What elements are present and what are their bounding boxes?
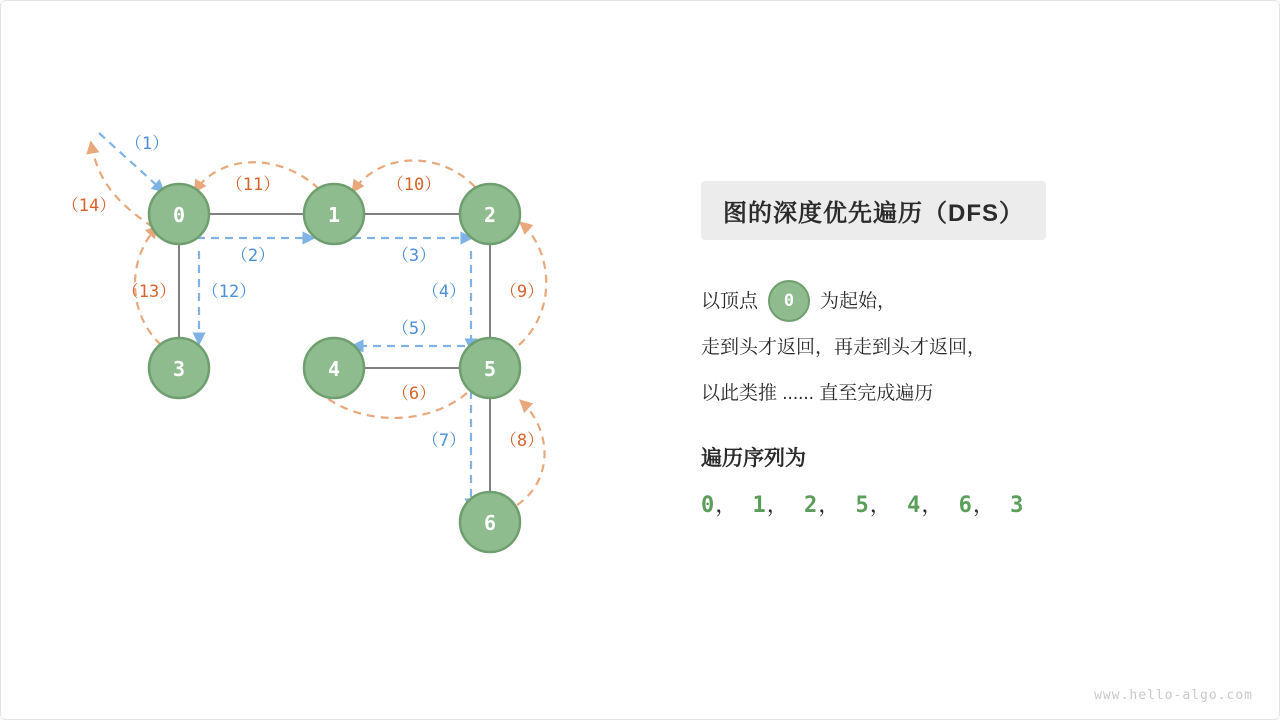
sequence-item-3: 5	[855, 493, 870, 518]
vertex-4-label: 4	[327, 357, 341, 381]
inline-start-vertex: 0	[768, 280, 810, 322]
sequence-item-4: 4	[907, 493, 922, 518]
graph-vertices	[149, 184, 520, 552]
step-label-13: （13）	[121, 282, 177, 302]
sequence-sep-4: ，	[921, 493, 945, 518]
vertex-5[interactable]	[460, 338, 520, 398]
arrow-step-8	[517, 401, 545, 505]
vertex-1[interactable]	[304, 184, 364, 244]
sequence-item-1: 1	[752, 493, 767, 518]
sequence-item-2: 2	[804, 493, 819, 518]
step-label-9: （9）	[499, 282, 545, 302]
vertex-2[interactable]	[460, 184, 520, 244]
vertex-3[interactable]	[149, 338, 209, 398]
vertex-0[interactable]	[149, 184, 209, 244]
step-label-5: （5）	[391, 319, 437, 339]
dfs-graph-diagram	[1, 1, 701, 721]
step-label-8: （8）	[499, 431, 545, 451]
step-label-4: （4）	[421, 282, 467, 302]
step-label-14: （14）	[61, 196, 117, 216]
desc-line-1	[701, 278, 1261, 324]
vertex-6[interactable]	[460, 492, 520, 552]
step-label-1: （1）	[124, 134, 170, 154]
step-labels	[62, 134, 544, 451]
sequence-item-5: 6	[958, 493, 973, 518]
desc-line-2: 走到头才返回，再走到头才返回，	[701, 336, 987, 358]
panel-description	[701, 278, 1261, 416]
step-label-10: （10）	[386, 175, 442, 195]
sequence-sep-1: ，	[766, 493, 790, 518]
step-label-12: （12）	[201, 282, 257, 302]
step-label-3: （3）	[391, 246, 437, 266]
desc-prefix: 以顶点	[701, 290, 759, 312]
sequence-sep-2: ，	[818, 493, 842, 518]
vertex-1-label: 1	[327, 203, 341, 227]
desc-suffix: 为起始，	[820, 290, 897, 312]
vertex-2-label: 2	[483, 203, 497, 227]
panel-title: 图的深度优先遍历（DFS）	[701, 181, 1046, 240]
sequence-sep-0: ，	[715, 493, 739, 518]
watermark: www.hello-algo.com	[1094, 688, 1253, 703]
sequence-item-0: 0	[701, 493, 716, 518]
sequence-sep-3: ，	[869, 493, 893, 518]
step-label-7: （7）	[421, 431, 467, 451]
sequence-item-6: 3	[1010, 493, 1025, 518]
explanation-panel	[701, 181, 1261, 519]
sequence-values	[701, 488, 1261, 519]
sequence-sep-5: ，	[972, 493, 996, 518]
vertex-3-label: 3	[172, 357, 186, 381]
vertex-4[interactable]	[304, 338, 364, 398]
step-label-2: （2）	[230, 246, 276, 266]
sequence-title: 遍历序列为	[701, 447, 806, 470]
vertex-5-label: 5	[483, 357, 497, 381]
vertex-6-label: 6	[483, 511, 497, 535]
graph-svg	[1, 1, 701, 721]
step-label-11: （11）	[225, 175, 281, 195]
step-label-6: （6）	[391, 384, 437, 404]
vertex-0-label: 0	[172, 203, 186, 227]
desc-line-3: 以此类推 ...... 直至完成遍历	[701, 382, 934, 404]
